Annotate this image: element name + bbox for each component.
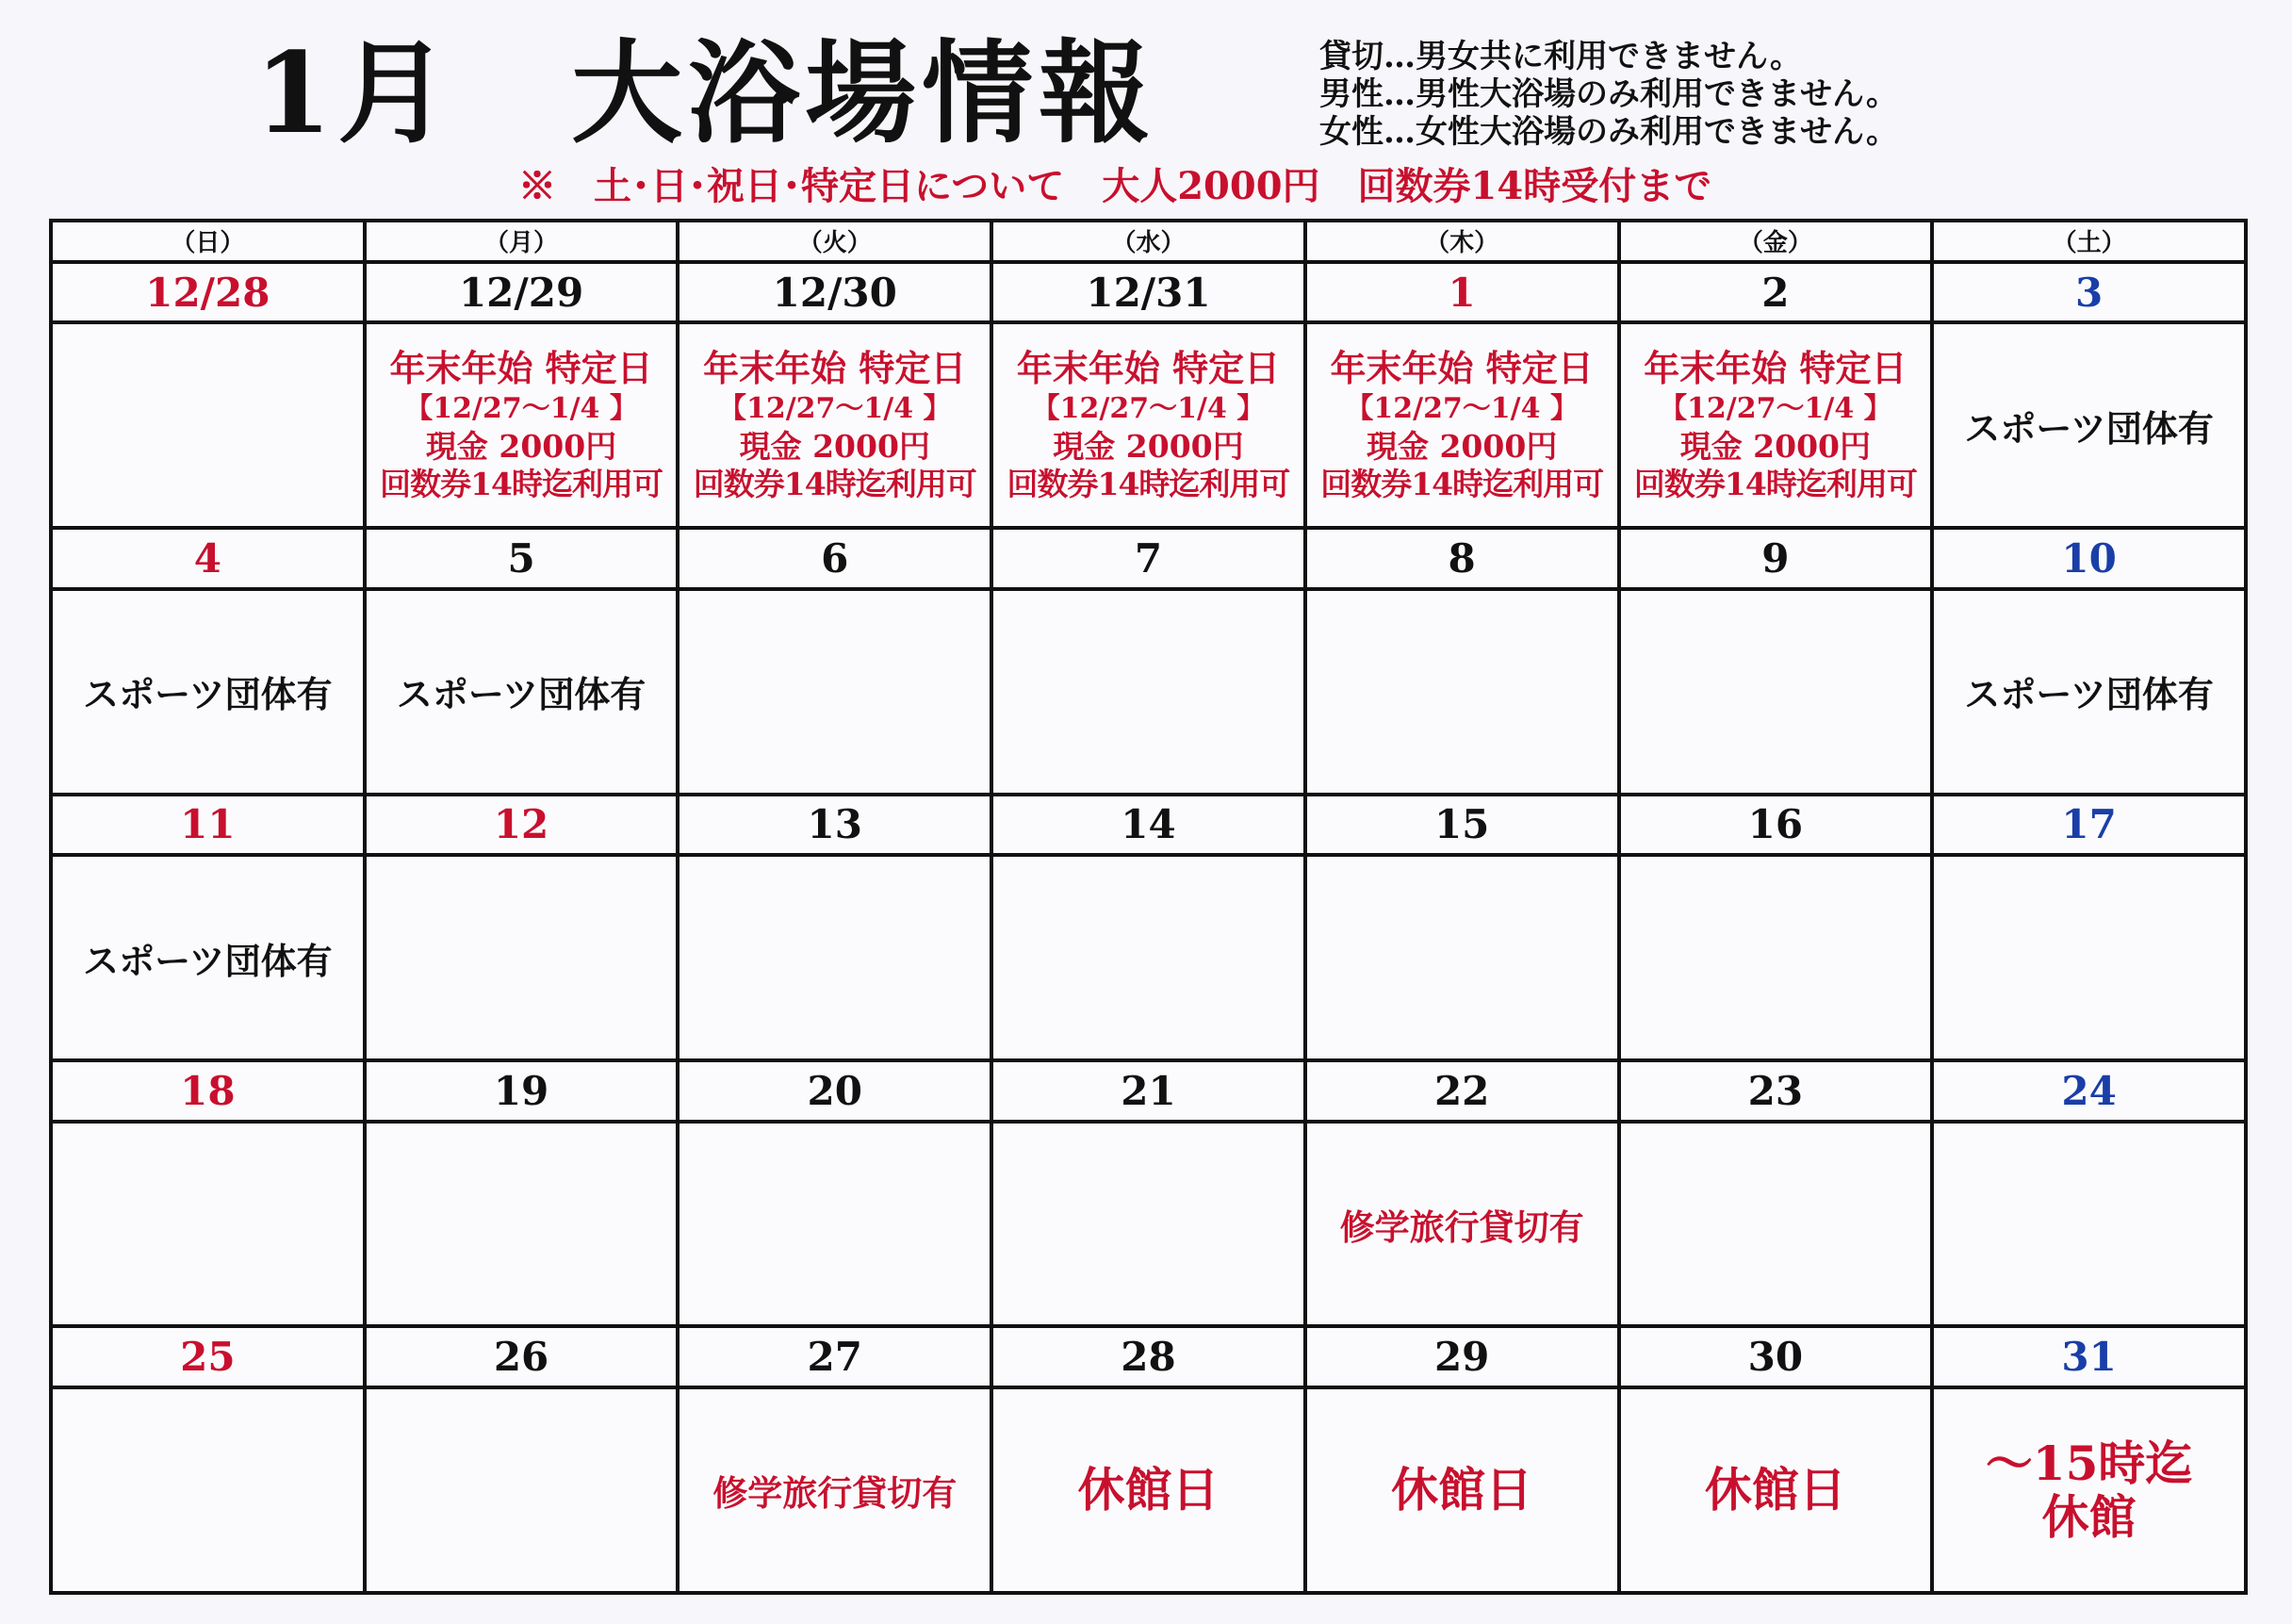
date-cell: 12/30 xyxy=(678,262,991,323)
info-cell xyxy=(51,322,365,528)
info-cell xyxy=(51,1387,365,1593)
date-cell: 1 xyxy=(1305,262,1619,323)
info-cell xyxy=(1305,589,1619,795)
event-line: スポーツ団体有 xyxy=(83,673,333,716)
event-line: スポーツ団体有 xyxy=(396,673,647,716)
event-line: 現金 2000円 xyxy=(425,428,617,466)
info-cell xyxy=(51,589,365,795)
event-line: 休館日 xyxy=(1077,1462,1220,1518)
date-cell: 5 xyxy=(365,528,679,589)
info-cell xyxy=(678,855,991,1060)
info-cell xyxy=(1305,322,1619,528)
date-cell: 13 xyxy=(678,795,991,856)
info-row xyxy=(51,1122,2246,1327)
date-cell: 30 xyxy=(1619,1326,1933,1387)
legend-item-charter: 貸切…男女共に利用できません。 xyxy=(1319,38,1803,75)
event-special xyxy=(993,347,1303,503)
weekday-header-tue: （火） xyxy=(678,221,991,262)
date-cell: 26 xyxy=(365,1326,679,1387)
event-line: 回数券14時迄利用可 xyxy=(1633,466,1917,503)
weekday-header-fri: （金） xyxy=(1619,221,1933,262)
date-cell: 12/29 xyxy=(365,262,679,323)
info-cell xyxy=(1619,322,1933,528)
info-cell xyxy=(365,322,679,528)
event-line: 【12/27～1/4 】 xyxy=(717,392,952,426)
event-line: 【12/27～1/4 】 xyxy=(404,392,638,426)
date-cell: 7 xyxy=(991,528,1305,589)
date-cell: 12/31 xyxy=(991,262,1305,323)
info-cell xyxy=(1619,1387,1933,1593)
date-cell: 31 xyxy=(1932,1326,2246,1387)
info-row xyxy=(51,1387,2246,1593)
event-closed xyxy=(1934,1436,2244,1545)
date-row xyxy=(51,262,2246,323)
date-cell: 22 xyxy=(1305,1060,1619,1122)
page-title: 1月 大浴場情報 xyxy=(254,27,1156,158)
info-cell xyxy=(678,322,991,528)
event-line: スポーツ団体有 xyxy=(83,939,333,982)
date-row xyxy=(51,1326,2246,1387)
date-cell: 10 xyxy=(1932,528,2246,589)
info-cell xyxy=(1619,1122,1933,1327)
date-cell: 16 xyxy=(1619,795,1933,856)
event-special xyxy=(1621,347,1931,503)
date-cell: 20 xyxy=(678,1060,991,1122)
event-line: 現金 2000円 xyxy=(1053,428,1244,466)
event-line: スポーツ団体有 xyxy=(1964,673,2214,716)
legend xyxy=(1319,38,1898,151)
info-cell xyxy=(991,1387,1305,1593)
info-cell xyxy=(1932,1122,2246,1327)
date-cell: 24 xyxy=(1932,1060,2246,1122)
event-special xyxy=(1307,347,1617,503)
info-cell xyxy=(991,322,1305,528)
info-cell xyxy=(1619,589,1933,795)
date-row xyxy=(51,1060,2246,1122)
event-line: 修学旅行貸切有 xyxy=(712,1472,958,1515)
weekday-header-wed: （水） xyxy=(991,221,1305,262)
calendar-grid xyxy=(49,219,2248,1595)
weekday-header-sun: （日） xyxy=(51,221,365,262)
info-cell xyxy=(1619,855,1933,1060)
event-line: 現金 2000円 xyxy=(1679,428,1872,466)
event-line: 現金 2000円 xyxy=(1366,428,1558,466)
date-cell: 29 xyxy=(1305,1326,1619,1387)
date-cell: 8 xyxy=(1305,528,1619,589)
event-line: 年末年始 特定日 xyxy=(1016,347,1281,390)
date-cell: 12/28 xyxy=(51,262,365,323)
info-cell xyxy=(991,855,1305,1060)
info-cell xyxy=(1932,1387,2246,1593)
event-line: 年末年始 特定日 xyxy=(389,347,653,390)
info-row xyxy=(51,589,2246,795)
event-closed xyxy=(1621,1463,1931,1517)
event-closed xyxy=(1307,1463,1617,1517)
event-group xyxy=(1934,665,2244,717)
event-line: 回数券14時迄利用可 xyxy=(1007,466,1290,503)
date-cell: 11 xyxy=(51,795,365,856)
info-cell xyxy=(51,855,365,1060)
date-row xyxy=(51,795,2246,856)
date-cell: 23 xyxy=(1619,1060,1933,1122)
date-cell: 12 xyxy=(365,795,679,856)
info-cell xyxy=(678,589,991,795)
date-cell: 15 xyxy=(1305,795,1619,856)
info-cell xyxy=(1305,1387,1619,1593)
date-cell: 17 xyxy=(1932,795,2246,856)
event-group xyxy=(1934,400,2244,451)
info-cell xyxy=(1305,855,1619,1060)
event-line: 回数券14時迄利用可 xyxy=(380,466,663,503)
info-cell xyxy=(678,1122,991,1327)
event-group xyxy=(53,665,363,717)
event-special xyxy=(367,347,677,503)
date-cell: 28 xyxy=(991,1326,1305,1387)
price-notice: ※ 土･日･祝日･特定日について 大人2000円 回数券14時受付まで xyxy=(518,164,1712,208)
event-closed xyxy=(993,1463,1303,1517)
date-cell: 14 xyxy=(991,795,1305,856)
info-cell xyxy=(1932,855,2246,1060)
weekday-header-mon: （月） xyxy=(365,221,679,262)
event-line: 休館 xyxy=(2041,1489,2136,1546)
date-cell: 3 xyxy=(1932,262,2246,323)
info-cell xyxy=(991,1122,1305,1327)
event-line: 年末年始 特定日 xyxy=(703,347,967,390)
date-cell: 9 xyxy=(1619,528,1933,589)
event-line: 【12/27～1/4 】 xyxy=(1345,392,1579,426)
weekday-header-sat: （土） xyxy=(1932,221,2246,262)
date-cell: 6 xyxy=(678,528,991,589)
info-cell xyxy=(365,589,679,795)
event-line: ～15時迄 xyxy=(1985,1435,2193,1491)
info-cell xyxy=(991,589,1305,795)
event-line: 年末年始 特定日 xyxy=(1644,347,1907,390)
date-cell: 19 xyxy=(365,1060,679,1122)
event-line: 現金 2000円 xyxy=(739,428,930,466)
date-cell: 25 xyxy=(51,1326,365,1387)
date-cell: 4 xyxy=(51,528,365,589)
info-cell xyxy=(51,1122,365,1327)
info-cell xyxy=(1932,322,2246,528)
event-charter xyxy=(679,1465,990,1516)
info-cell xyxy=(678,1387,991,1593)
legend-item-female: 女性…女性大浴場のみ利用できません。 xyxy=(1319,113,1899,151)
info-row xyxy=(51,855,2246,1060)
weekday-header-row xyxy=(51,221,2246,262)
info-cell xyxy=(365,1122,679,1327)
event-group xyxy=(367,665,677,717)
info-row xyxy=(51,322,2246,528)
date-cell: 18 xyxy=(51,1060,365,1122)
weekday-header-thu: （木） xyxy=(1305,221,1619,262)
event-charter xyxy=(1307,1199,1617,1250)
info-cell xyxy=(365,1387,679,1593)
event-line: 休館日 xyxy=(1704,1462,1846,1518)
info-cell xyxy=(1932,589,2246,795)
date-cell: 21 xyxy=(991,1060,1305,1122)
event-group xyxy=(53,932,363,984)
event-line: 年末年始 特定日 xyxy=(1330,347,1594,390)
info-cell xyxy=(1305,1122,1619,1327)
event-special xyxy=(679,347,990,503)
info-cell xyxy=(365,855,679,1060)
date-row xyxy=(51,528,2246,589)
event-line: 回数券14時迄利用可 xyxy=(693,466,976,503)
event-line: 回数券14時迄利用可 xyxy=(1320,466,1604,503)
event-line: 休館日 xyxy=(1391,1462,1533,1518)
event-line: 【12/27～1/4 】 xyxy=(1031,392,1266,426)
event-line: 修学旅行貸切有 xyxy=(1339,1206,1584,1248)
event-line: 【12/27～1/4 】 xyxy=(1659,392,1892,426)
date-cell: 27 xyxy=(678,1326,991,1387)
event-line: スポーツ団体有 xyxy=(1964,406,2214,450)
legend-item-male: 男性…男性大浴場のみ利用できません。 xyxy=(1319,75,1899,113)
date-cell: 2 xyxy=(1619,262,1933,323)
